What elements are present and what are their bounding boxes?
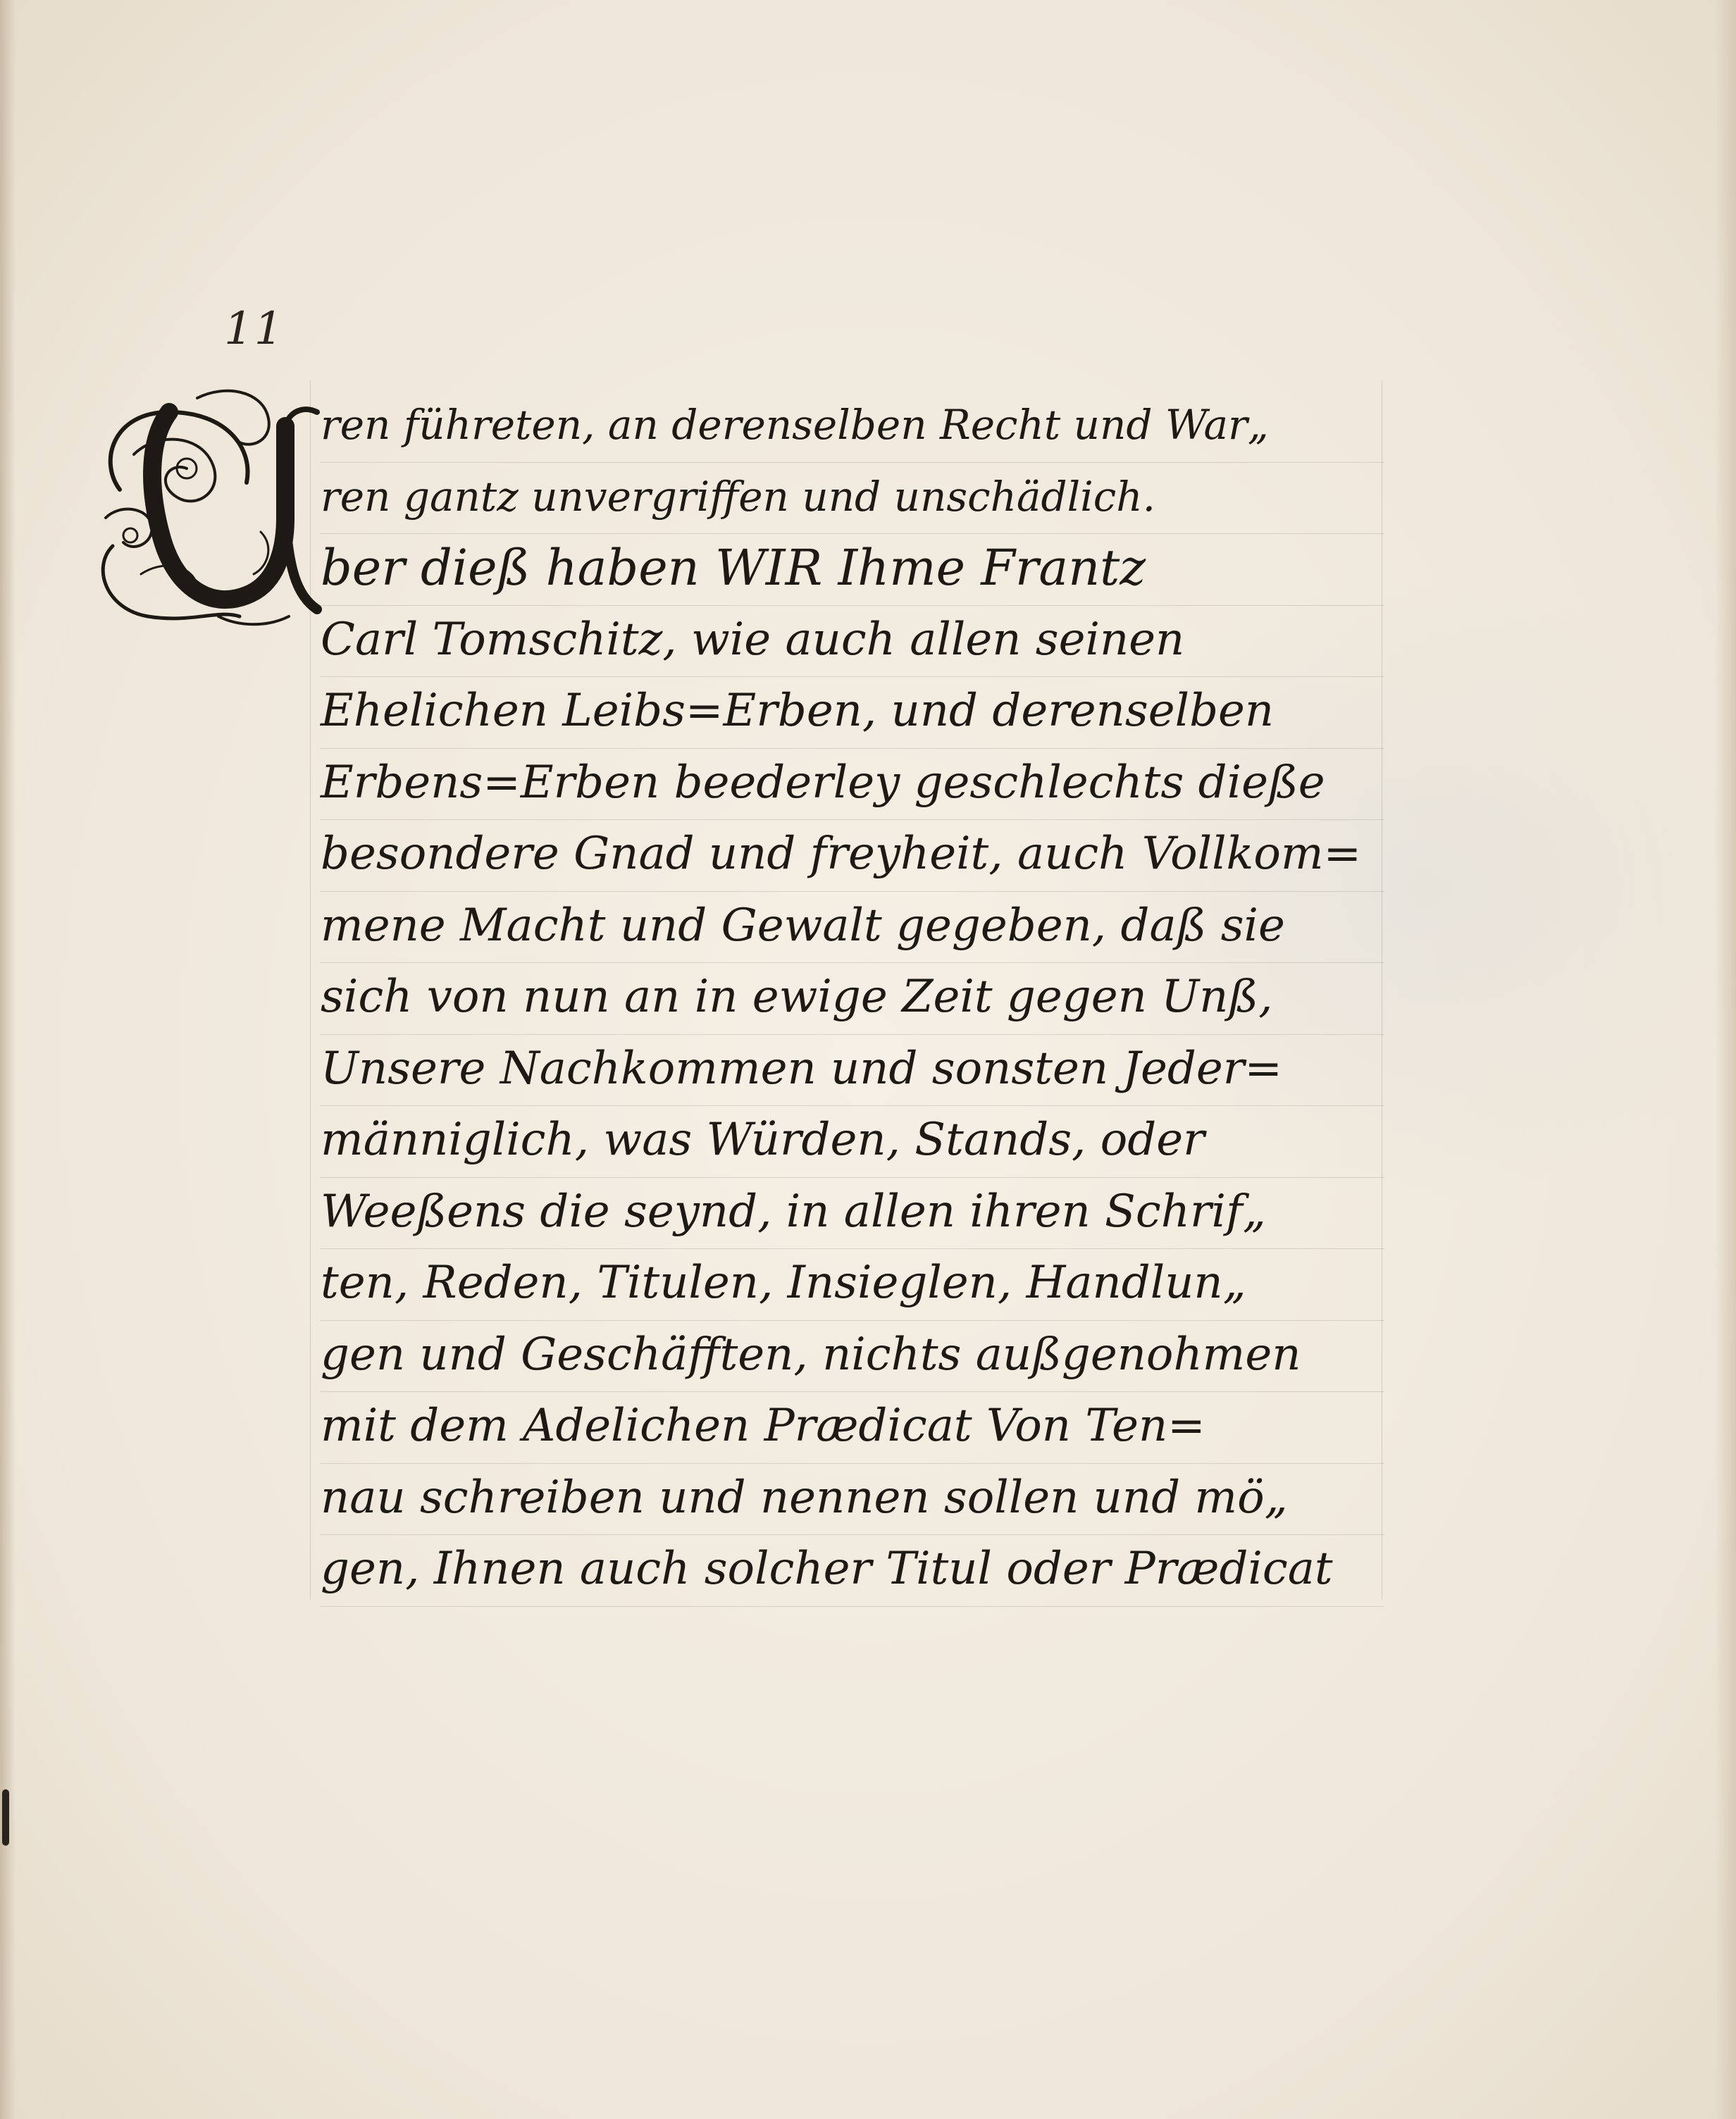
text-line-13: ten, Reden, Titulen, Insieglen, Handlun„ <box>321 1249 1384 1321</box>
text-line-2: ren gantz unvergriffen und unschädlich. <box>321 463 1384 535</box>
text-line-15: mit dem Adelichen Prædicat Von Ten= <box>321 1392 1384 1464</box>
page-edge-right <box>1715 0 1736 2119</box>
text-line-4: Carl Tomschitz, wie auch allen seinen <box>321 606 1384 678</box>
text-line-17: gen, Ihnen auch solcher Titul oder Prædicat <box>321 1535 1384 1607</box>
text-line-9: sich von nun an in ewige Zeit gegen Unß, <box>321 963 1384 1035</box>
text-line-12: Weeßens die seynd, in allen ihren Schrif„ <box>321 1178 1384 1250</box>
decorated-initial-u <box>92 384 324 638</box>
text-line-6: Erbens=Erben beederley geschlechts dieße <box>321 749 1384 821</box>
text-line-11: männiglich, was Würden, Stands, oder <box>321 1106 1384 1178</box>
text-line-7: besondere Gnad und freyheit, auch Vollkom= <box>321 820 1384 892</box>
text-line-3: ber dieß haben WIR Ihme Frantz <box>321 534 1384 606</box>
text-line-16: nau schreiben und nennen sollen und mö„ <box>321 1464 1384 1536</box>
text-line-5: Ehelichen Leibs=Erben, und derenselben <box>321 677 1384 749</box>
text-block <box>321 391 1384 1607</box>
binding-mark <box>2 1789 9 1846</box>
text-line-10: Unsere Nachkommen und sonsten Jeder= <box>321 1035 1384 1107</box>
text-line-1: ren führeten, an derenselben Recht und War„ <box>321 391 1384 463</box>
text-line-8: mene Macht und Gewalt gegeben, daß sie <box>321 892 1384 964</box>
text-line-14: gen und Geschäfften, nichts außgenohmen <box>321 1321 1384 1393</box>
folio-number: 11 <box>224 303 285 355</box>
